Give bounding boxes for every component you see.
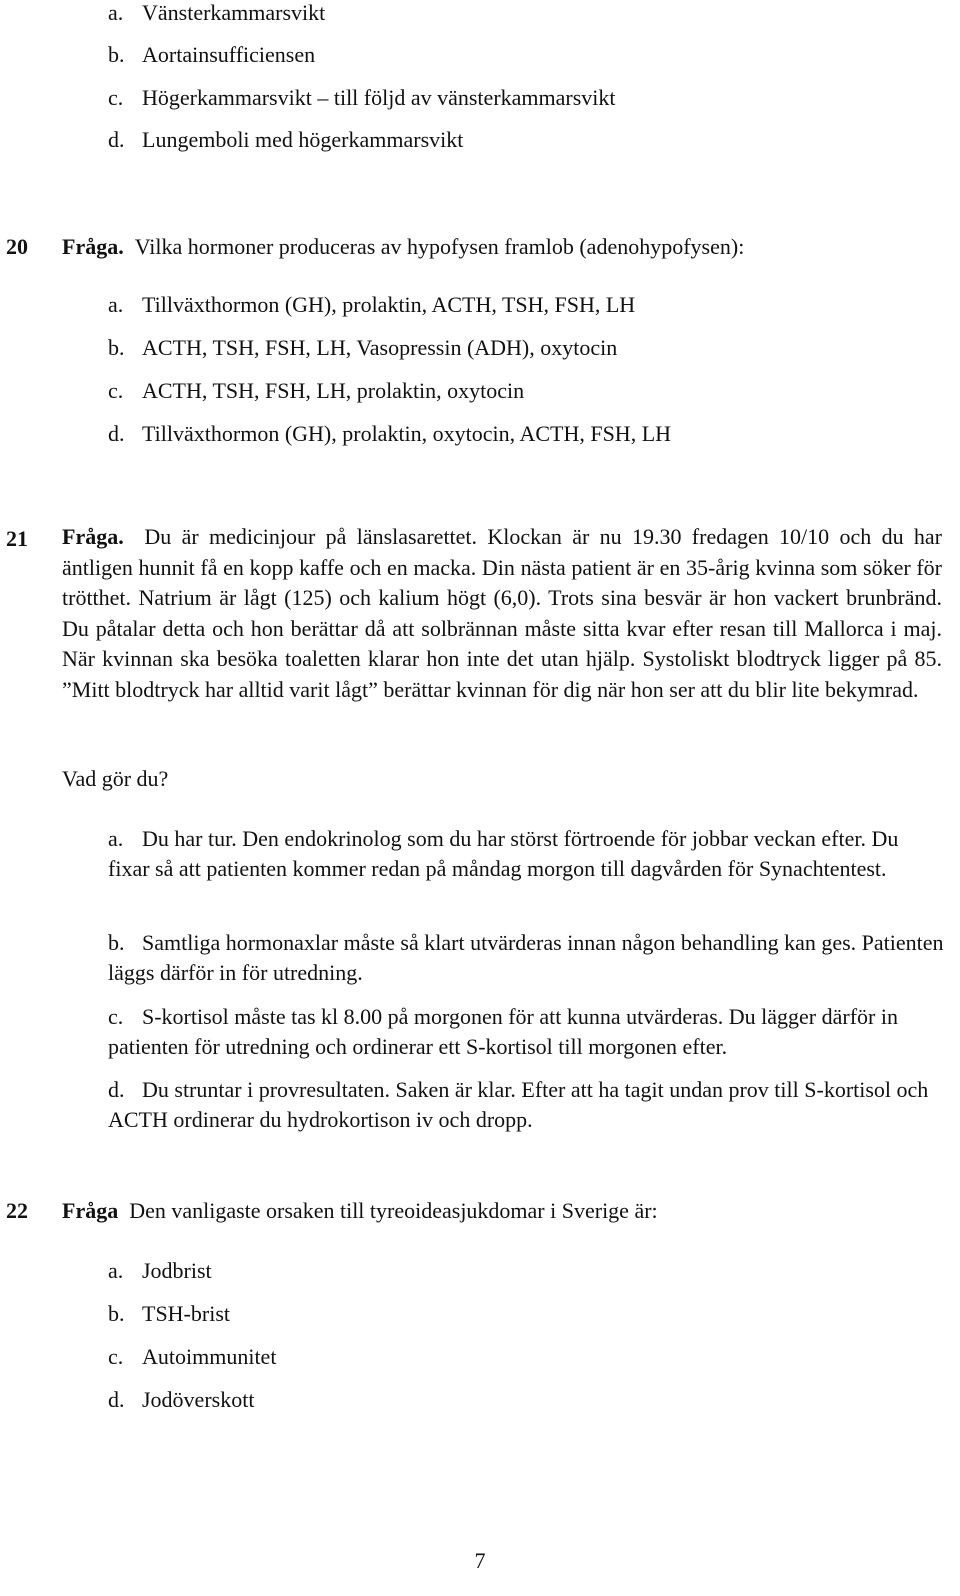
q22-option-b (108, 1303, 230, 1325)
option-letter: c. (108, 1004, 124, 1029)
question-22-heading (62, 1200, 658, 1222)
option-text: Du har tur. Den endokrinolog som du har störst förtroende för jobbar veckan efter. Du fixar så att patienten kommer redan på måndag morgon till dagvården för Synachtentest. (108, 826, 899, 881)
question-label: Fråga. (62, 524, 124, 549)
option-text: Högerkammarsvikt – till följd av vänsterkammarsvikt (142, 85, 616, 110)
option-letter: a. (108, 1258, 124, 1283)
option-letter: b. (108, 335, 125, 360)
option-text: Lungemboli med högerkammarsvikt (142, 127, 464, 152)
prev-option-a (108, 2, 325, 24)
q21-option-c (108, 1002, 944, 1061)
option-letter: a. (108, 826, 124, 851)
option-letter: b. (108, 1301, 125, 1326)
option-text: Autoimmunitet (142, 1344, 277, 1369)
option-letter: a. (108, 292, 124, 317)
option-text: Du struntar i provresultaten. Saken är klar. Efter att ha tagit undan prov till S-kortisol och ACTH ordinerar du hydrokortison iv och dropp. (108, 1077, 929, 1132)
prev-option-b (108, 44, 315, 66)
option-text: Vänsterkammarsvikt (142, 0, 326, 25)
option-letter: b. (108, 42, 125, 67)
option-text: TSH-brist (142, 1301, 230, 1326)
question-20-heading (62, 236, 744, 258)
option-text: ACTH, TSH, FSH, LH, Vasopressin (ADH), oxytocin (142, 335, 618, 360)
option-text: Jodbrist (142, 1258, 212, 1283)
option-letter: d. (108, 1077, 125, 1102)
q20-option-c (108, 380, 524, 402)
option-letter: d. (108, 1387, 125, 1412)
question-label: Fråga (62, 1198, 119, 1223)
question-number: 21 (6, 526, 28, 551)
question-text: Vilka hormoner produceras av hypofysen framlob (adenohypofysen): (134, 234, 745, 259)
option-letter: b. (108, 930, 125, 955)
question-text: Du är medicinjour på länslasarettet. Klockan är nu 19.30 fredagen 10/10 och du har äntligen hunnit få en kopp kaffe och en macka. Din nästa patient är en 35-årig kvinna som söker för trötthet. Natrium är lågt (125) och kalium högt (6,0). Trots sina besvär är hon vackert brunbränd. Du påtalar detta och hon berättar då att solbrännan måste sitta kvar efter resan till Mallorca i maj. När kvinnan ska besöka toaletten klarar hon inte det utan hjälp. Systoliskt blodtryck ligger på 85. ”Mitt blodtryck har alltid varit lågt” berättar kvinnan för dig när hon ser att du blir lite bekymrad. (62, 524, 943, 702)
question-21-body (62, 522, 942, 705)
question-number: 20 (6, 234, 28, 259)
q22-option-d (108, 1389, 254, 1411)
option-text: Tillväxthormon (GH), prolaktin, ACTH, TSH, FSH, LH (142, 292, 636, 317)
question-text: Den vanligaste orsaken till tyreoideasjukdomar i Sverige är: (129, 1198, 658, 1223)
q20-option-b (108, 337, 617, 359)
q20-option-d (108, 423, 671, 445)
option-text: Samtliga hormonaxlar måste så klart utvärderas innan någon behandling kan ges. Patienten läggs därför in för utredning. (108, 930, 944, 985)
q21-option-a (108, 824, 944, 883)
q22-option-c (108, 1346, 276, 1368)
option-letter: a. (108, 0, 124, 25)
option-text: Tillväxthormon (GH), prolaktin, oxytocin, ACTH, FSH, LH (142, 421, 672, 446)
prev-option-c (108, 87, 616, 109)
option-letter: d. (108, 127, 125, 152)
q21-option-b (108, 928, 944, 987)
page-number: 7 (474, 1548, 486, 1573)
option-text: Jodöverskott (142, 1387, 255, 1412)
question-number: 22 (6, 1198, 28, 1223)
option-letter: c. (108, 85, 124, 110)
question-label: Fråga. (62, 234, 124, 259)
option-text: ACTH, TSH, FSH, LH, prolaktin, oxytocin (142, 378, 525, 403)
q22-option-a (108, 1260, 212, 1282)
q21-option-d (108, 1075, 944, 1134)
q20-option-a (108, 294, 635, 316)
option-letter: d. (108, 421, 125, 446)
question-prompt: Vad gör du? (62, 766, 169, 791)
option-letter: c. (108, 1344, 124, 1369)
prev-option-d (108, 129, 463, 151)
option-text: Aortainsufficiensen (142, 42, 316, 67)
option-text: S-kortisol måste tas kl 8.00 på morgonen för att kunna utvärderas. Du lägger därför in patienten för utredning och ordinerar ett S-kortisol till morgonen efter. (108, 1004, 898, 1059)
option-letter: c. (108, 378, 124, 403)
